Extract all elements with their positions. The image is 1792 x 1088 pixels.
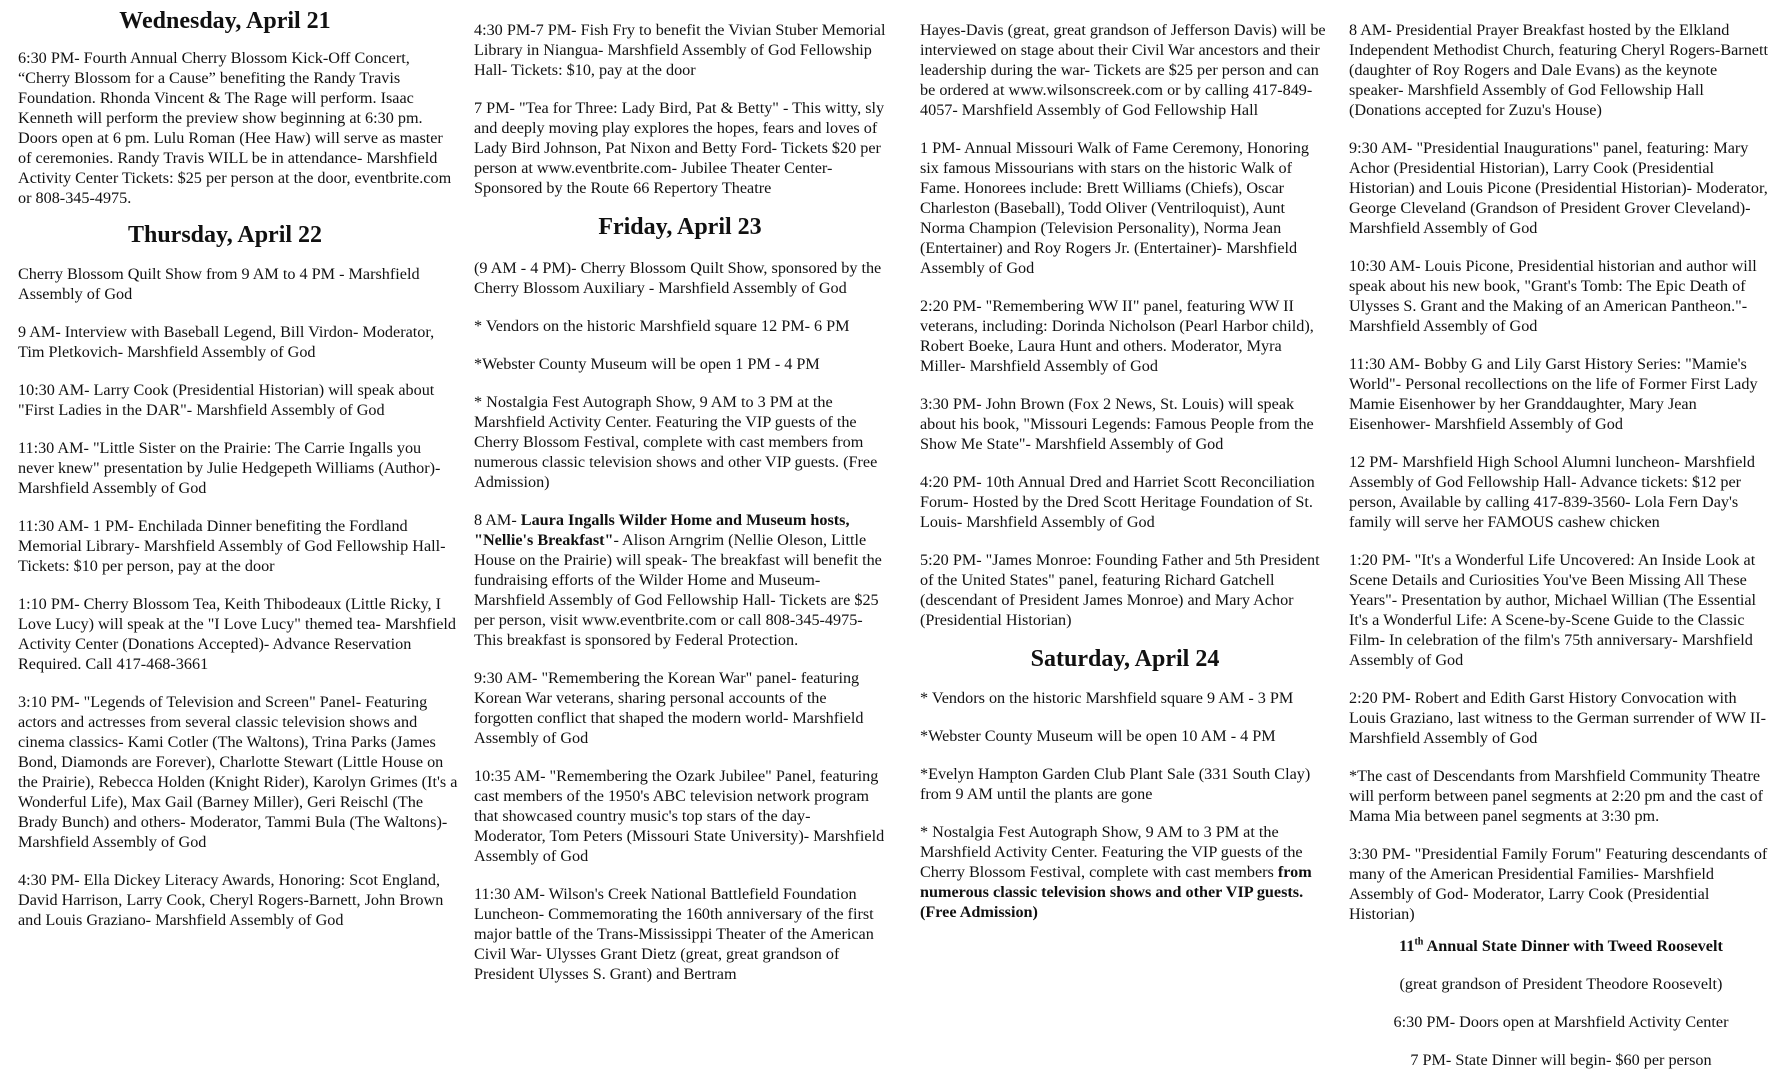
event-item: *Webster County Museum will be open 1 PM - 4 PM: [474, 355, 820, 373]
day-heading-wednesday: Wednesday, April 21: [119, 8, 331, 34]
event-item: *Webster County Museum will be open 10 AM - 4 PM: [920, 727, 1276, 745]
event-item: [474, 510, 886, 650]
day-heading-thursday: Thursday, April 22: [127, 222, 323, 248]
event-item: 10:35 AM- "Remembering the Ozark Jubilee" Panel, featuring cast members of the 1950's ABC television network program that showcased country music's top stars of the day- Moderator, Tom Peters (Missouri State University)- Marshfield Assembly of God: [474, 767, 885, 865]
event-item: * Vendors on the historic Marshfield square 9 AM - 3 PM: [920, 689, 1294, 707]
event-item: 11:30 AM- Bobby G and Lily Garst History Series: "Mamie's World"- Personal recollections on the life of Former First Lady Mamie Eisenhower by her Granddaughter, Mary Jean Eisenhower- Marshfield Assembly of God: [1349, 355, 1758, 433]
event-item: 1:10 PM- Cherry Blossom Tea, Keith Thibodeaux (Little Ricky, I Love Lucy) will speak at the "I Love Lucy" themed tea- Marshfield Activity Center (Donations Accepted)- Advance Reservation Required. Call 417-468-3661: [18, 595, 456, 673]
event-item: 10:30 AM- Louis Picone, Presidential historian and author will speak about his new book, "Grant's Tomb: The Epic Death of Ulysses S. Grant and the Making of an American Pantheon."- Marshfield Assembly of God: [1349, 257, 1757, 335]
event-item: 11:30 AM- 1 PM- Enchilada Dinner benefiting the Fordland Memorial Library- Marshfield Assembly of God Fellowship Hall- Tickets: $10 per person, pay at the door: [18, 517, 446, 575]
event-item: Hayes-Davis (great, great grandson of Jefferson Davis) will be interviewed on stage about their Civil War ancestors and their leadership during the war- Tickets are $25 per person and can be ordered at www.wilsonscreek.com or by calling 417-849-4057- Marshfield Assembly of God Fellowship Hall: [920, 21, 1326, 119]
day-heading-friday: Friday, April 23: [598, 214, 762, 240]
column-3: [920, 20, 1330, 940]
dinner-ordinal-suffix: th: [1414, 936, 1424, 948]
event-item: [920, 822, 1330, 922]
event-item: 2:20 PM- "Remembering WW II" panel, featuring WW II veterans, including: Dorinda Nicholson (Pearl Harbor child), Robert Boeke, Laura Hunt and others. Moderator, Myra Miller- Marshfield Assembly of God: [920, 297, 1314, 375]
event-item: 12 PM- Marshfield High School Alumni luncheon- Marshfield Assembly of God Fellowship Hall- Advance tickets: $12 per person, Available by calling 417-839-3560- Lola Fern Day's family will serve her FAMOUS cashew chicken: [1349, 453, 1755, 531]
event-details: - Alison Arngrim (Nellie Oleson, Little House on the Prairie) will speak- The breakfast will benefit the fundraising efforts of the Wilder Home and Museum- Marshfield Assembly of God Fellowship Hall- Tickets are $25 per person, visit www.eventbrite.com or call 808-345-4975- This breakfast is sponsored by Federal Protection.: [474, 531, 882, 649]
event-item: 7 PM- "Tea for Three: Lady Bird, Pat & Betty" - This witty, sly and deeply moving play explores the hopes, fears and loves of Lady Bird Johnson, Pat Nixon and Betty Ford- Tickets $20 per person at www.eventbrite.com- Jubilee Theater Center- Sponsored by the Route 66 Repertory Theatre: [474, 99, 885, 197]
event-item: 4:30 PM- Ella Dickey Literacy Awards, Honoring: Scot England, David Harrison, Larry Cook, Cheryl Rogers-Barnett, John Brown and Louis Graziano- Marshfield Assembly of God: [18, 871, 444, 929]
event-item: 3:30 PM- John Brown (Fox 2 News, St. Louis) will speak about his book, "Missouri Legends: Famous People from the Show Me State"- Marshfield Assembly of God: [920, 395, 1314, 453]
state-dinner-title: [1349, 936, 1773, 956]
event-item: 4:30 PM-7 PM- Fish Fry to benefit the Vivian Stuber Memorial Library in Niangua- Marshfield Assembly of God Fellowship Hall- Tickets: $10, pay at the door: [474, 21, 886, 79]
event-item: 9 AM- Interview with Baseball Legend, Bill Virdon- Moderator, Tim Pletkovich- Marshfield Assembly of God: [18, 323, 435, 361]
state-dinner-subtitle: (great grandson of President Theodore Roosevelt): [1399, 975, 1723, 993]
state-dinner-start: 7 PM- State Dinner will begin- $60 per person: [1410, 1051, 1712, 1069]
event-item: Cherry Blossom Quilt Show from 9 AM to 4 PM - Marshfield Assembly of God: [18, 265, 420, 303]
dinner-title-text: Annual State Dinner with Tweed Roosevelt: [1423, 937, 1723, 955]
event-item: 11:30 AM- Wilson's Creek National Battlefield Foundation Luncheon- Commemorating the 160th anniversary of the first major battle of the Trans-Mississippi Theater of the American Civil War- Ulysses Grant Dietz (great, great grandson of President Ulysses S. Grant) and Bertram: [474, 885, 874, 983]
column-4: [1349, 20, 1773, 1088]
event-details: * Nostalgia Fest Autograph Show, 9 AM to 3 PM at the Marshfield Activity Center. Featuring the VIP guests of the Cherry Blossom Festival, complete with cast members: [920, 823, 1303, 881]
event-item: 1:20 PM- "It's a Wonderful Life Uncovered: An Inside Look at Scene Details and Curiosities You've Been Missing All These Years"- Presentation by author, Michael Willian (The Essential It's a Wonderful Life: A Scene-by-Scene Guide to the Classic Film- In celebration of the film's 75th anniversary- Marshfield Assembly of God: [1349, 551, 1757, 669]
event-item: 3:30 PM- "Presidential Family Forum" Featuring descendants of many of the American Presidential Families- Marshfield Assembly of God- Moderator, Larry Cook (Presidential Historian): [1349, 845, 1768, 923]
event-item: * Nostalgia Fest Autograph Show, 9 AM to 3 PM at the Marshfield Activity Center. Featuring the VIP guests of the Cherry Blossom Festival, complete with cast members from numerous classic television shows and other VIP guests. (Free Admission): [474, 393, 878, 491]
event-item: 10:30 AM- Larry Cook (Presidential Historian) will speak about "First Ladies in the DAR"- Marshfield Assembly of God: [18, 381, 435, 419]
event-item: *Evelyn Hampton Garden Club Plant Sale (331 South Clay) from 9 AM until the plants are gone: [920, 765, 1311, 803]
event-item: 6:30 PM- Fourth Annual Cherry Blossom Kick-Off Concert, “Cherry Blossom for a Cause” benefiting the Randy Travis Foundation. Rhonda Vincent & The Rage will perform. Isaac Kenneth will perform the preview show beginning at 6:30 pm. Doors open at 6 pm. Lulu Roman (Hee Haw) will serve as master of ceremonies. Randy Travis WILL be in attendance- Marshfield Activity Center Tickets: $25 per person at the door, eventbrite.com or 808-345-4975.: [18, 49, 452, 207]
column-2: [474, 20, 886, 1002]
day-heading-saturday: Saturday, April 24: [1030, 646, 1220, 672]
event-item: 3:10 PM- "Legends of Television and Screen" Panel- Featuring actors and actresses from several classic television shows and cinema classics- Kami Cotler (The Waltons), Trina Parks (James Bond, Diamonds are Forever), Charlotte Stewart (Little House on the Prairie), Rebecca Holden (Knight Rider), Karolyn Grimes (It's a Wonderful Life), Max Gail (Barney Miller), Geri Reischl (The Brady Bunch) and others- Moderator, Tammi Bula (The Waltons)- Marshfield Assembly of God: [18, 693, 458, 851]
event-highlight: Laura Ingalls Wilder Home and Museum hosts, "Nellie's Breakfast": [474, 511, 850, 549]
event-item: 9:30 AM- "Presidential Inaugurations" panel, featuring: Mary Achor (Presidential Historian), Larry Cook (Presidential Historian) and Louis Picone (Presidential Historian)- Moderator, George Cleveland (Grandson of President Grover Cleveland)- Marshfield Assembly of God: [1349, 139, 1768, 237]
event-time: 8 AM-: [474, 511, 521, 529]
event-item: 1 PM- Annual Missouri Walk of Fame Ceremony, Honoring six famous Missourians with stars on the historic Walk of Fame. Honorees include: Brett Williams (Chiefs), Oscar Charleston (Baseball), Todd Oliver (Ventriloquist), Aunt Norma Champion (Television Personality), Norma Jean (Entertainer) and Roy Rogers Jr. (Entertainer)- Marshfield Assembly of God: [920, 139, 1309, 277]
state-dinner-block: [1349, 936, 1773, 1070]
dinner-ordinal-number: 11: [1399, 937, 1415, 955]
event-highlight: from numerous classic television shows and other VIP guests. (Free Admission): [920, 863, 1312, 921]
event-item: 8 AM- Presidential Prayer Breakfast hosted by the Elkland Independent Methodist Church, featuring Cheryl Rogers-Barnett (daughter of Roy Rogers and Dale Evans) as the keynote speaker- Marshfield Assembly of God Fellowship Hall (Donations accepted for Zuzu's House): [1349, 21, 1768, 119]
event-item: *The cast of Descendants from Marshfield Community Theatre will perform between panel segments at 2:20 pm and the cast of Mama Mia between panel segments at 3:30 pm.: [1349, 767, 1764, 825]
event-item: (9 AM - 4 PM)- Cherry Blossom Quilt Show, sponsored by the Cherry Blossom Auxiliary - Marshfield Assembly of God: [474, 259, 882, 297]
event-item: 11:30 AM- "Little Sister on the Prairie: The Carrie Ingalls you never knew" presentation by Julie Hedgepeth Williams (Author)- Marshfield Assembly of God: [18, 439, 441, 497]
event-item: 2:20 PM- Robert and Edith Garst History Convocation with Louis Graziano, last witness to the German surrender of WW II- Marshfield Assembly of God: [1349, 689, 1767, 747]
event-item: * Vendors on the historic Marshfield square 12 PM- 6 PM: [474, 317, 850, 335]
event-item: 9:30 AM- "Remembering the Korean War" panel- featuring Korean War veterans, sharing personal accounts of the forgotten conflict that shaped the modern world- Marshfield Assembly of God: [474, 669, 864, 747]
column-1: [18, 6, 460, 948]
event-item: 4:20 PM- 10th Annual Dred and Harriet Scott Reconciliation Forum- Hosted by the Dred Scott Heritage Foundation of St. Louis- Marshfield Assembly of God: [920, 473, 1315, 531]
event-item: 5:20 PM- "James Monroe: Founding Father and 5th President of the United States" panel, featuring Richard Gatchell (descendant of President James Monroe) and Mary Achor (Presidential Historian): [920, 551, 1320, 629]
state-dinner-doors: 6:30 PM- Doors open at Marshfield Activity Center: [1393, 1013, 1729, 1031]
